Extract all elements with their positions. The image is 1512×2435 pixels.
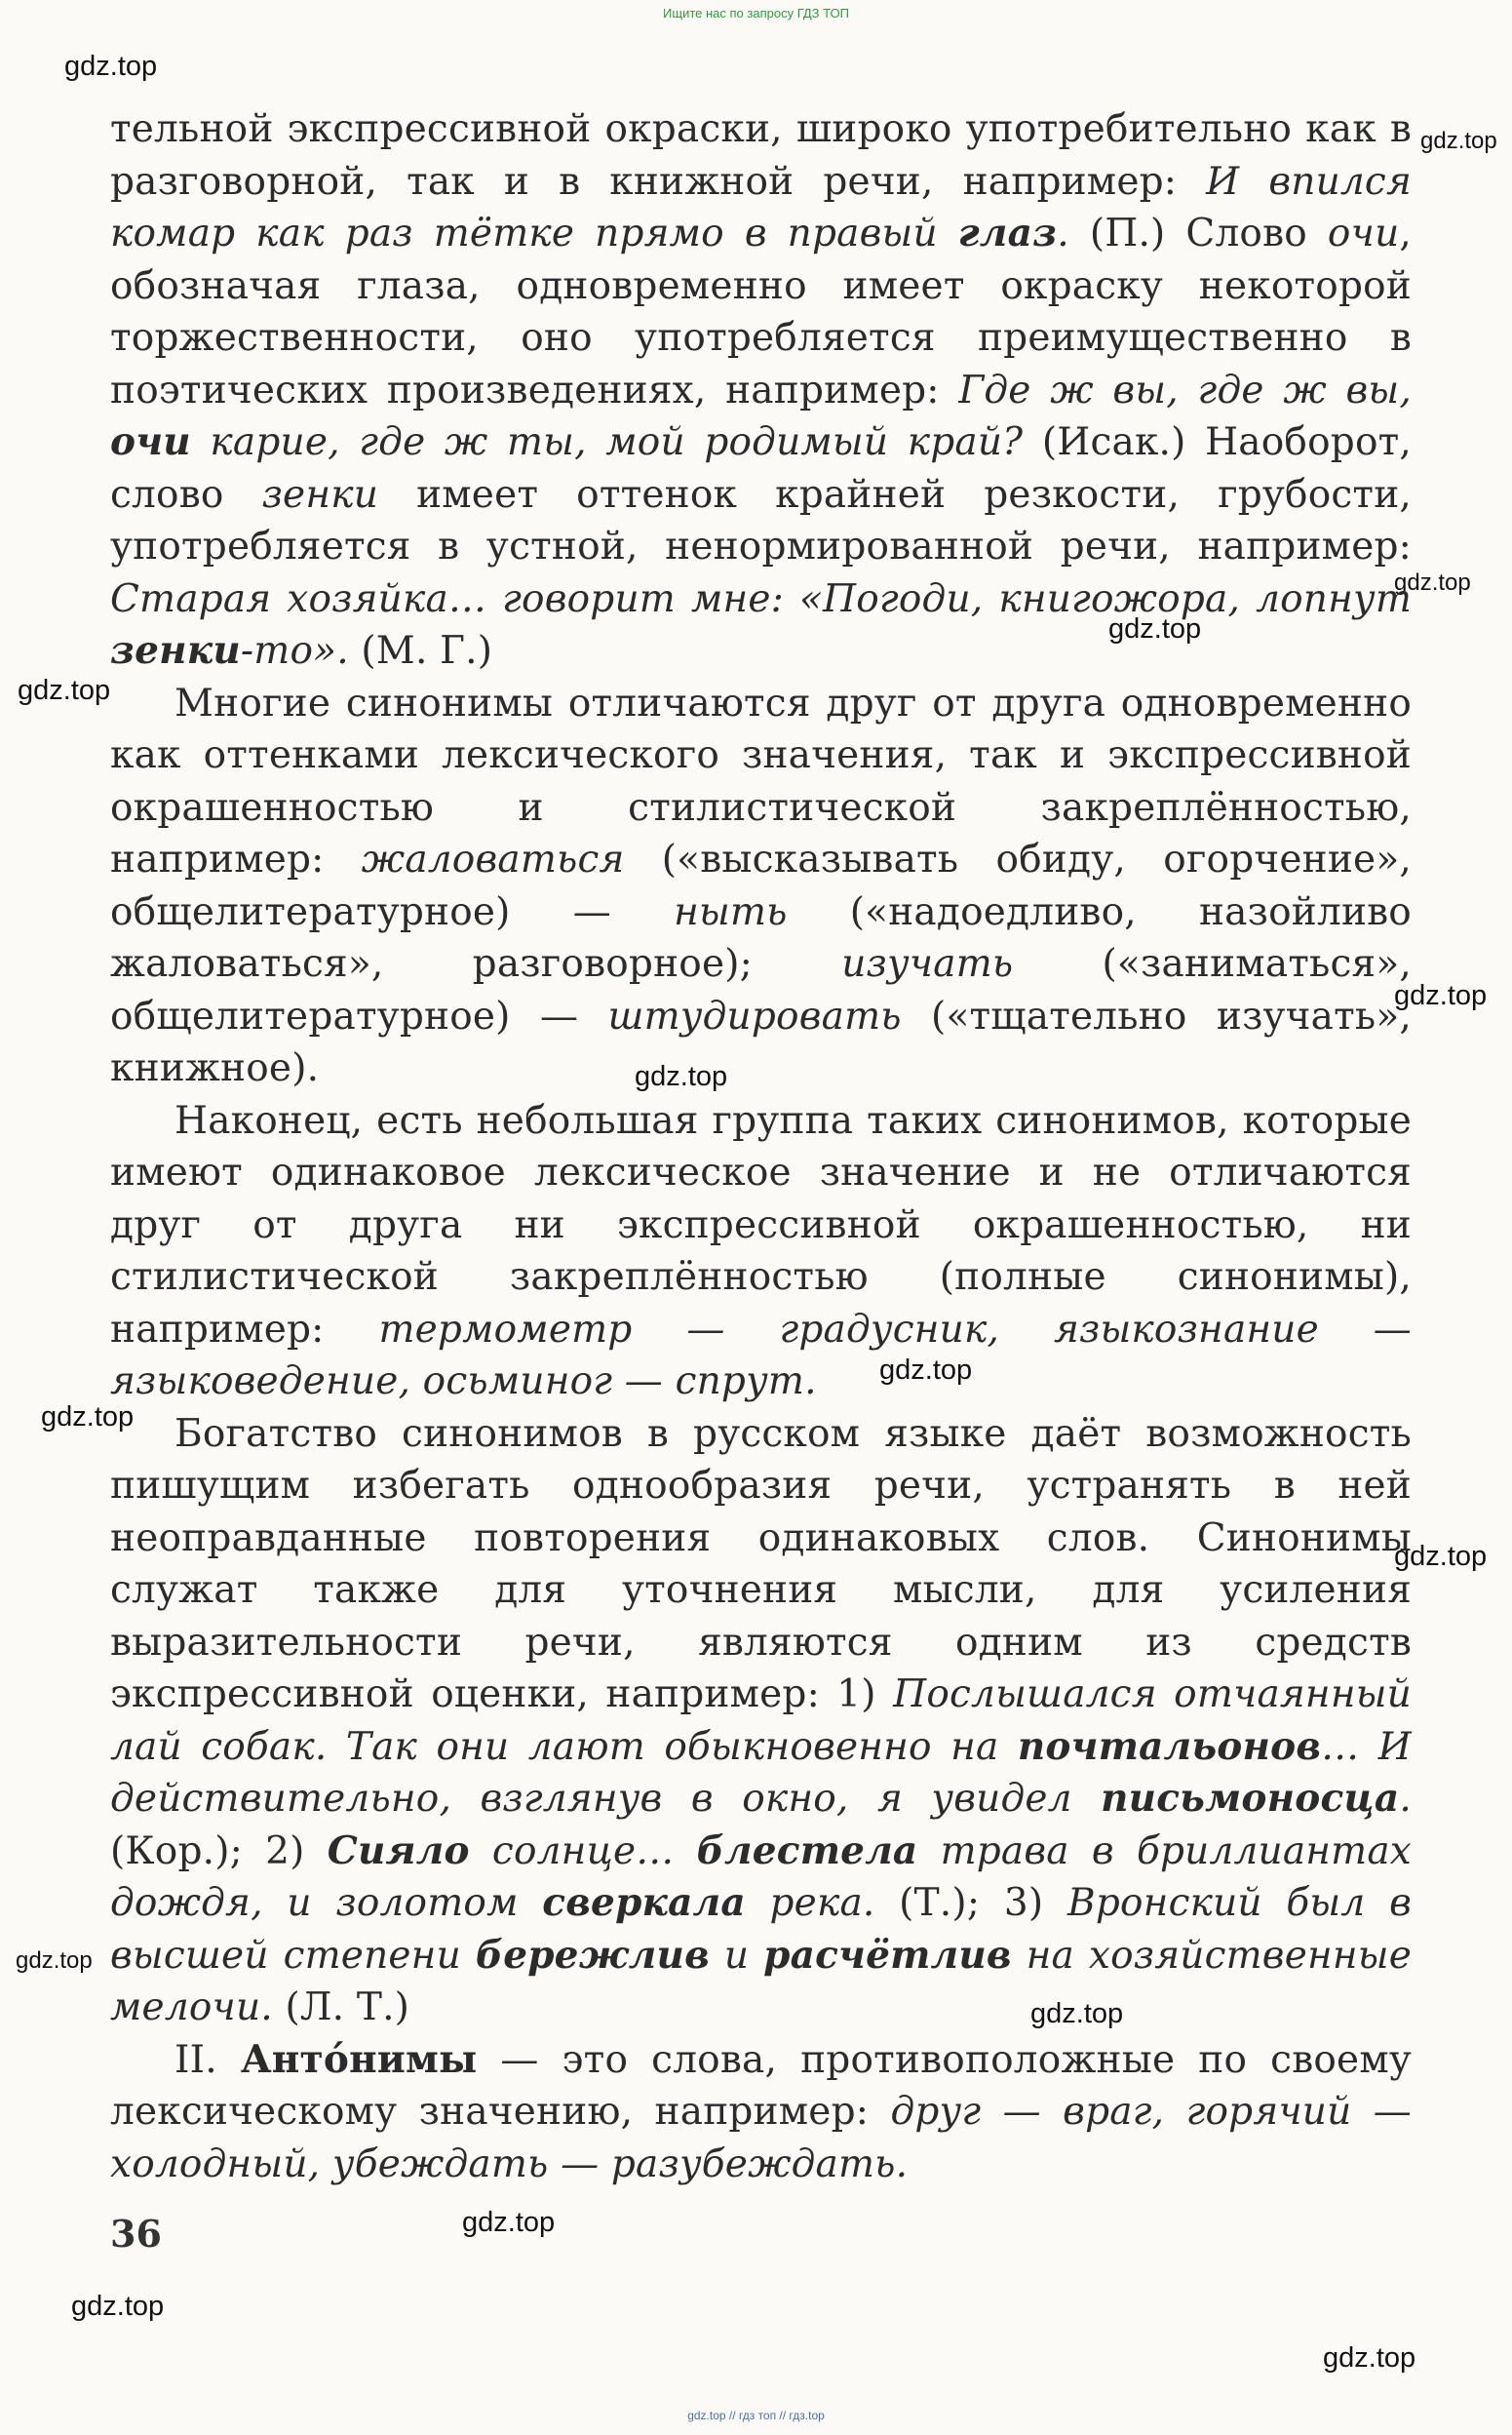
italic-text: … И действительно, взглянув в окно, я увидел xyxy=(110,1724,1412,1821)
paragraph xyxy=(110,1408,1412,2034)
text-run: (Кор.); 2) xyxy=(110,1828,328,1873)
text-run: («надоедливо, назойливо жаловаться», разговорное); xyxy=(110,889,1412,986)
watermark: gdz.top xyxy=(16,1947,93,1974)
page-number: 36 xyxy=(110,2212,162,2256)
italic-text: Послышался отчаянный лай собак. Так они лают обыкновенно на xyxy=(110,1672,1412,1769)
italic-text: Вронский был в высшей степени xyxy=(110,1881,1412,1978)
paragraph xyxy=(110,103,1412,678)
bold-italic-text: зенки xyxy=(110,628,241,673)
italic-text: река. xyxy=(745,1881,875,1925)
italic-text: очи xyxy=(1327,212,1400,255)
paragraph xyxy=(110,678,1412,1095)
italic-text: штудировать xyxy=(607,994,902,1039)
watermark: gdz.top xyxy=(18,675,111,706)
italic-text: карие, где ж ты, мой родимый край? xyxy=(190,420,1024,464)
italic-text: ныть xyxy=(674,889,788,934)
paragraph xyxy=(110,2034,1412,2191)
text-run: тельной экспрессивной окраски, широко употребительно как в разговорной, так и в книжной речи, например: xyxy=(110,107,1412,204)
italic-text: . xyxy=(1399,1777,1412,1821)
bold-italic-text: расчётлив xyxy=(763,1932,1012,1978)
watermark: gdz.top xyxy=(462,2207,556,2238)
watermark: gdz.top xyxy=(1394,980,1488,1011)
text-run: («заниматься», общелитературное) — xyxy=(110,942,1412,1039)
italic-text: друг — враг, горячий — холодный, убеждать — разубеждать. xyxy=(110,2090,1412,2186)
text-run: Многие синонимы отличаются друг от друга одновременно как оттенками лексического значения, так и экспрессивной окрашенностью и стилистической закреплённостью, например: xyxy=(110,681,1412,882)
italic-text: трава в бриллиантах дождя, и золотом xyxy=(110,1828,1412,1925)
watermark: gdz.top xyxy=(71,2291,165,2322)
watermark: gdz.top xyxy=(1394,1541,1488,1572)
italic-text: на хозяйственные мелочи. xyxy=(110,1933,1412,2029)
watermark: gdz.top xyxy=(1030,1998,1124,2029)
text-run: имеет оттенок крайней резкости, грубости, употребляется в устной, ненормированной речи, например: xyxy=(110,472,1412,569)
text-run: (М. Г.) xyxy=(348,629,493,673)
watermark: gdz.top xyxy=(1394,569,1471,596)
watermark: gdz.top xyxy=(41,1401,135,1433)
bold-italic-text: сверкала xyxy=(542,1880,746,1925)
italic-text: И впился комар как раз тётке прямо в правый xyxy=(110,159,1412,255)
watermark: gdz.top xyxy=(1420,128,1497,154)
italic-text: солнце… xyxy=(469,1828,697,1873)
italic-text: -то». xyxy=(240,629,349,673)
watermark: gdz.top xyxy=(1323,2342,1416,2374)
text-run: (П.) Слово xyxy=(1089,212,1328,255)
italic-text: Где ж вы, где ж вы, xyxy=(958,368,1412,412)
italic-text: зенки xyxy=(261,472,379,517)
text-run: , обозначая глаза, одновременно имеет окраску некоторой торжественности, оно употребляется преимущественно в поэтических произведениях, например: xyxy=(110,212,1412,412)
top-banner: Ищите нас по запросу ГДЗ ТОП xyxy=(663,6,849,20)
bold-italic-text: письмоносца xyxy=(1101,1776,1400,1821)
bold-italic-text: очи xyxy=(110,419,191,464)
text-run: («высказывать обиду, огорчение», общелитературное) — xyxy=(110,838,1412,934)
italic-text: . xyxy=(1057,212,1090,255)
text-run: Богатство синонимов в русском языке даёт возможность пишущим избегать однообразия речи, устранять в ней неоправданные повторения одинаковых слов. Синонимы служат также для уточнения мысли, для усиления выразительности речи, являются одним из средств экспрессивной оценки, например: 1) xyxy=(110,1411,1412,1716)
italic-text: жаловаться xyxy=(361,838,625,882)
watermark: gdz.top xyxy=(64,51,158,82)
italic-text: и xyxy=(709,1933,764,1978)
text-run: (Л. Т.) xyxy=(272,1985,410,2029)
text-run: (Исак.) Наоборот, слово xyxy=(110,420,1413,517)
bold-italic-text: бережлив xyxy=(475,1932,710,1978)
bold-italic-text: блестела xyxy=(696,1827,918,1873)
paragraph xyxy=(110,1095,1412,1408)
bold-term: Анто́нимы xyxy=(240,2036,478,2082)
text-run: (Т.); 3) xyxy=(874,1881,1067,1925)
watermark: gdz.top xyxy=(879,1355,973,1386)
bold-italic-text: Сияло xyxy=(327,1827,470,1873)
text-run: Наконец, есть небольшая группа таких синонимов, которые имеют одинаковое лексическое значение и не отличаются друг от друга ни экспрессивной окрашенностью, ни стилистической закреплённостью (полные синонимы), например: xyxy=(110,1098,1412,1352)
body-text xyxy=(110,103,1412,2190)
watermark: gdz.top xyxy=(1108,613,1202,645)
bold-italic-text: почтальонов xyxy=(1017,1723,1322,1769)
watermark: gdz.top xyxy=(635,1061,728,1092)
italic-text: Старая хозяйка… говорит мне: «Погоди, книгожора, лопнут xyxy=(110,576,1412,621)
italic-text: изучать xyxy=(841,942,1014,986)
bold-italic-text: глаз xyxy=(957,211,1058,255)
text-run: («тщательно изучать», книжное). xyxy=(110,994,1412,1090)
bottom-banner: gdz.top // гдз топ // гдз.top xyxy=(687,2409,825,2422)
text-run: II. xyxy=(174,2037,241,2082)
text-run: — это слова, противоположные по своему лексическому значению, например: xyxy=(110,2037,1413,2134)
italic-text: термометр — градусник, языкознание — языковедение, осьминог — спрут. xyxy=(110,1307,1412,1403)
